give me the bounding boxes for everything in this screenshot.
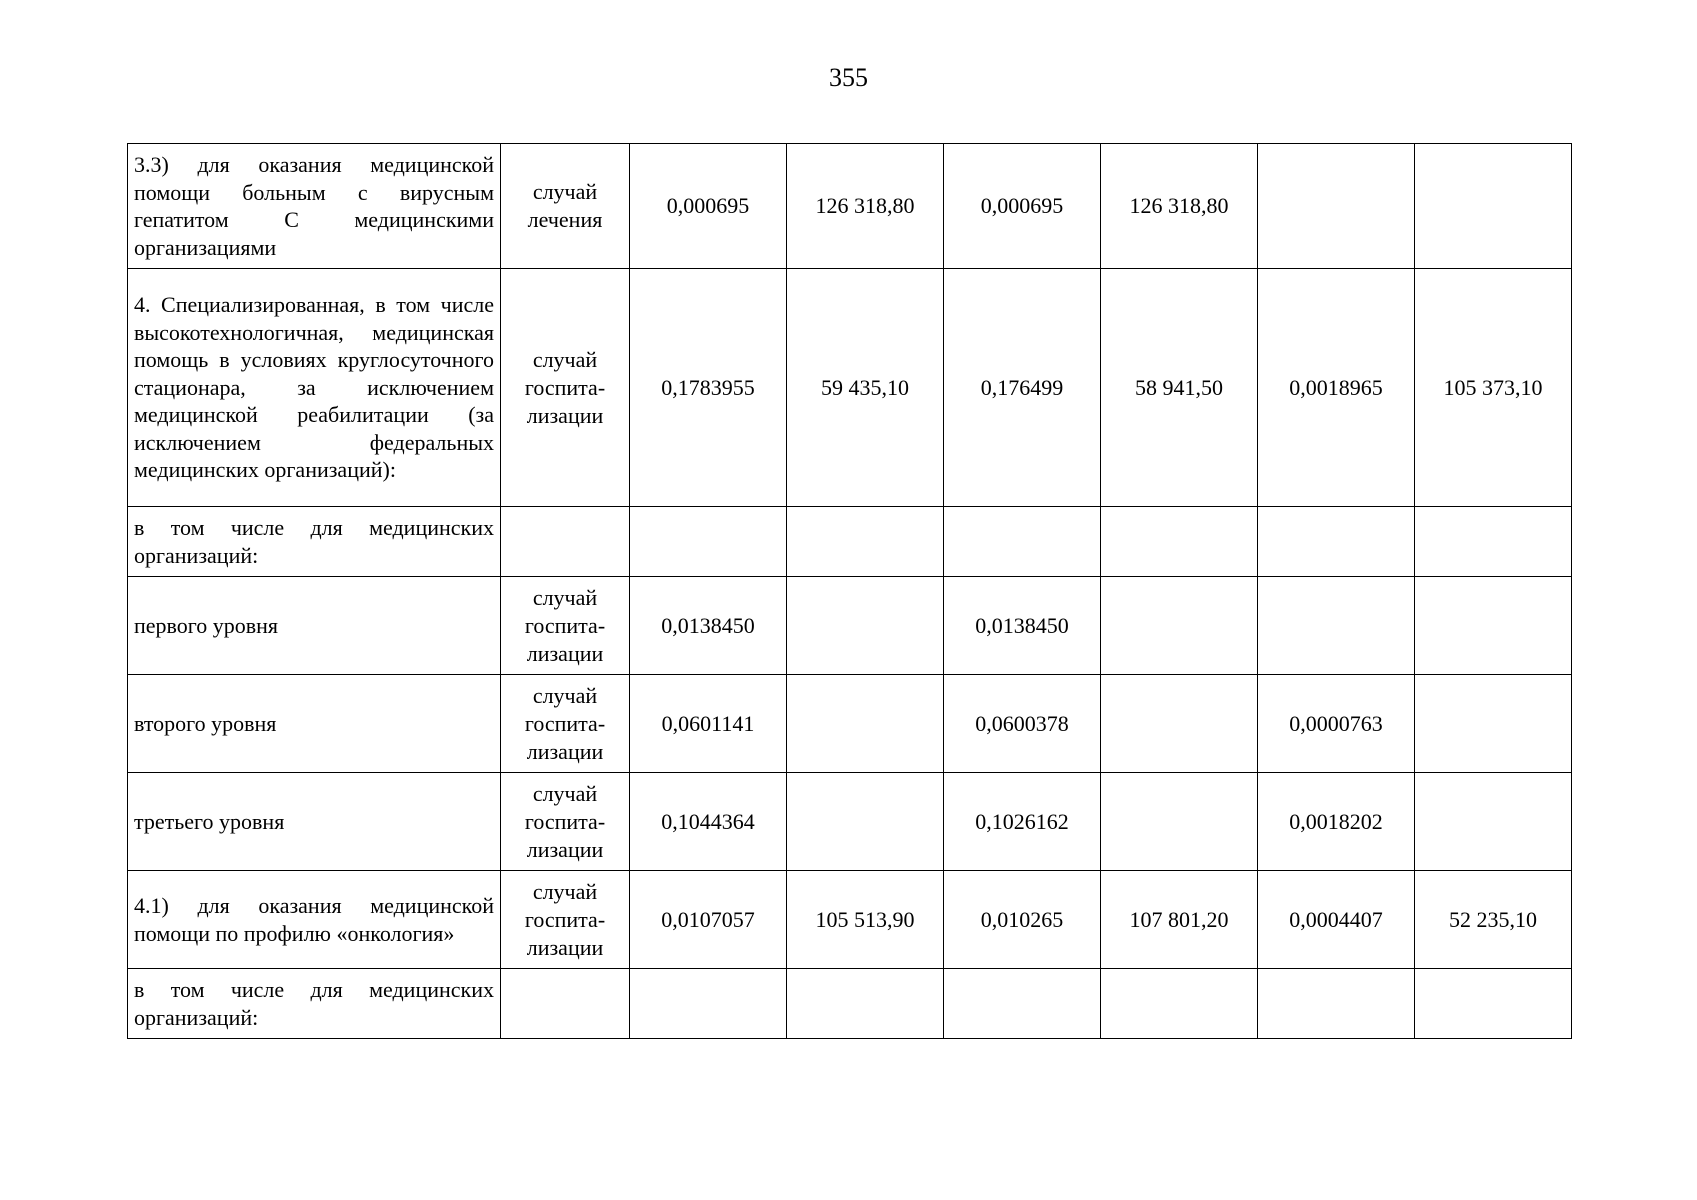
value-cell bbox=[1415, 507, 1572, 577]
row-name-cell: второго уровня bbox=[128, 675, 501, 773]
unit-line: лизации bbox=[526, 934, 604, 960]
value-cell: 0,0004407 bbox=[1258, 871, 1415, 969]
value-cell: 0,0000763 bbox=[1258, 675, 1415, 773]
table-row bbox=[128, 269, 1572, 507]
unit-line: случай bbox=[532, 179, 598, 204]
value-cell bbox=[787, 773, 944, 871]
table-row bbox=[128, 675, 1572, 773]
row-name-cell: третьего уровня bbox=[128, 773, 501, 871]
value-cell bbox=[1415, 577, 1572, 675]
row-name-cell: в том числе для медицинских организаций: bbox=[128, 969, 501, 1039]
unit-cell bbox=[501, 507, 630, 577]
value-cell: 0,000695 bbox=[944, 144, 1101, 269]
value-cell: 0,010265 bbox=[944, 871, 1101, 969]
unit-line: случай bbox=[532, 780, 598, 806]
value-cell bbox=[1258, 144, 1415, 269]
value-cell bbox=[1101, 675, 1258, 773]
value-cell: 0,1026162 bbox=[944, 773, 1101, 871]
unit-line: госпита- bbox=[524, 612, 606, 638]
unit-line: лизации bbox=[526, 836, 604, 862]
value-cell bbox=[787, 969, 944, 1039]
table-row bbox=[128, 577, 1572, 675]
value-cell: 0,1783955 bbox=[630, 269, 787, 507]
value-cell: 0,176499 bbox=[944, 269, 1101, 507]
value-cell: 0,1044364 bbox=[630, 773, 787, 871]
row-name-cell: 3.3) для оказания медицинской помощи больным с вирусным гепатитом С медицинскими организациями bbox=[128, 144, 501, 269]
page-number: 355 bbox=[829, 63, 868, 92]
value-cell bbox=[1415, 773, 1572, 871]
value-cell bbox=[1415, 675, 1572, 773]
unit-cell bbox=[501, 871, 630, 969]
row-name-cell: в том числе для медицинских организаций: bbox=[128, 507, 501, 577]
value-cell: 58 941,50 bbox=[1101, 269, 1258, 507]
value-cell: 0,0600378 bbox=[944, 675, 1101, 773]
unit-cell bbox=[501, 969, 630, 1039]
value-cell: 0,0138450 bbox=[944, 577, 1101, 675]
table-row bbox=[128, 871, 1572, 969]
value-cell: 0,0601141 bbox=[630, 675, 787, 773]
table-row bbox=[128, 144, 1572, 269]
value-cell: 52 235,10 bbox=[1415, 871, 1572, 969]
unit-line: госпита- bbox=[524, 808, 606, 834]
value-cell bbox=[1101, 969, 1258, 1039]
unit-cell bbox=[501, 144, 630, 269]
value-cell: 0,0138450 bbox=[630, 577, 787, 675]
data-table bbox=[127, 143, 1572, 1039]
value-cell bbox=[1258, 507, 1415, 577]
value-cell: 126 318,80 bbox=[1101, 144, 1258, 269]
value-cell: 107 801,20 bbox=[1101, 871, 1258, 969]
value-cell: 0,0018965 bbox=[1258, 269, 1415, 507]
unit-line: госпита- bbox=[524, 374, 606, 400]
value-cell bbox=[787, 507, 944, 577]
value-cell: 0,000695 bbox=[630, 144, 787, 269]
value-cell: 126 318,80 bbox=[787, 144, 944, 269]
unit-cell bbox=[501, 675, 630, 773]
value-cell bbox=[1415, 969, 1572, 1039]
unit-line: госпита- bbox=[524, 710, 606, 736]
unit-cell bbox=[501, 269, 630, 507]
row-name-cell: первого уровня bbox=[128, 577, 501, 675]
table-row bbox=[128, 507, 1572, 577]
value-cell: 105 373,10 bbox=[1415, 269, 1572, 507]
value-cell bbox=[787, 577, 944, 675]
unit-line: случай bbox=[532, 584, 598, 610]
table-row bbox=[128, 773, 1572, 871]
unit-line: случай bbox=[532, 878, 598, 904]
row-name-cell: 4.1) для оказания медицинской помощи по профилю «онкология» bbox=[128, 871, 501, 969]
table-row bbox=[128, 969, 1572, 1039]
unit-line: лизации bbox=[526, 402, 604, 428]
value-cell bbox=[787, 675, 944, 773]
value-cell bbox=[1101, 773, 1258, 871]
value-cell bbox=[1258, 577, 1415, 675]
value-cell bbox=[1258, 969, 1415, 1039]
unit-line: случай bbox=[532, 346, 598, 372]
value-cell bbox=[1101, 577, 1258, 675]
value-cell bbox=[944, 507, 1101, 577]
row-name-cell: 4. Специализированная, в том числе высокотехнологичная, медицинская помощь в условиях круглосуточного стационара, за исключением медицинской реабилитации (за исключением федеральных медицинских организаций): bbox=[128, 269, 501, 507]
value-cell bbox=[630, 969, 787, 1039]
unit-line: лизации bbox=[526, 640, 604, 666]
value-cell: 0,0107057 bbox=[630, 871, 787, 969]
unit-line: лечения bbox=[527, 207, 603, 232]
unit-cell bbox=[501, 773, 630, 871]
unit-cell bbox=[501, 577, 630, 675]
unit-line: случай bbox=[532, 682, 598, 708]
value-cell: 59 435,10 bbox=[787, 269, 944, 507]
value-cell bbox=[630, 507, 787, 577]
unit-line: госпита- bbox=[524, 906, 606, 932]
value-cell: 105 513,90 bbox=[787, 871, 944, 969]
unit-line: лизации bbox=[526, 738, 604, 764]
value-cell bbox=[1101, 507, 1258, 577]
value-cell bbox=[944, 969, 1101, 1039]
value-cell: 0,0018202 bbox=[1258, 773, 1415, 871]
value-cell bbox=[1415, 144, 1572, 269]
